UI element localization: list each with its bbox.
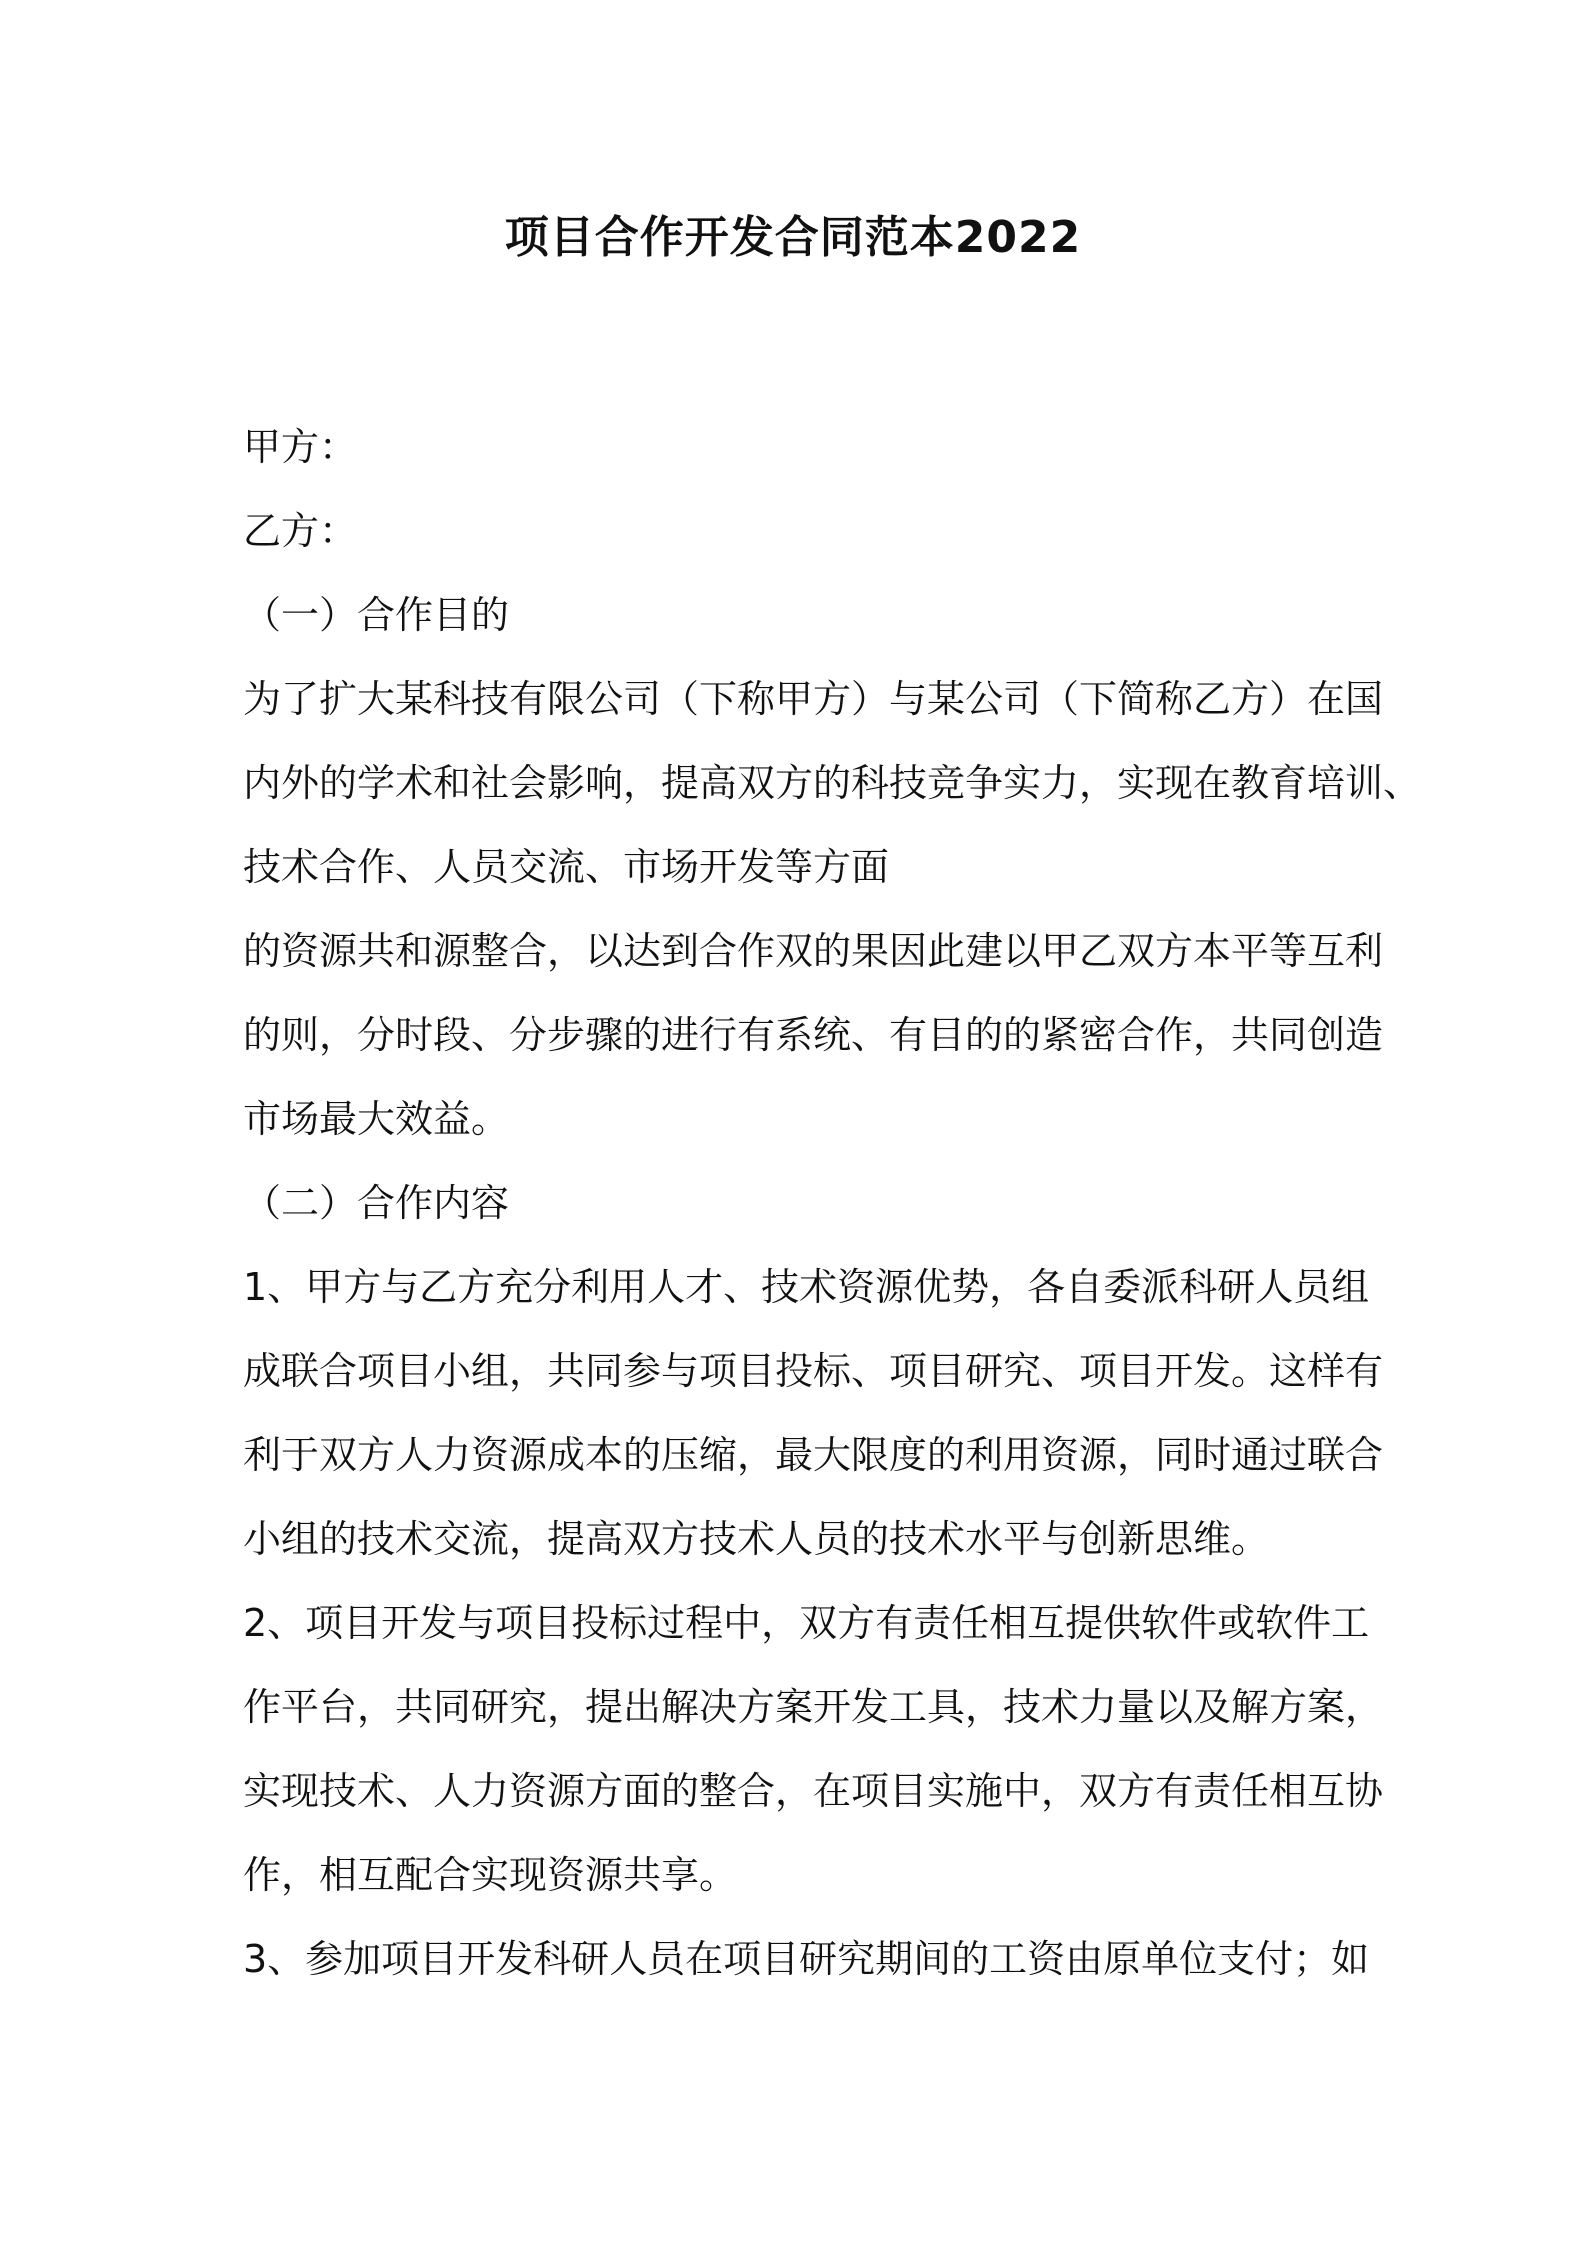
section-2-line: 实现技术、人力资源方面的整合，在项目实施中，双方有责任相互协 (243, 1769, 1384, 1813)
section-1-heading: （一）合作目的 (243, 593, 510, 637)
section-1-line: 为了扩大某科技有限公司（下称甲方）与某公司（下简称乙方）在国 (243, 677, 1384, 721)
section-1-line: 内外的学术和社会影响，提高双方的科技竞争实力，实现在教育培训、 (243, 761, 1422, 805)
section-2-line: 小组的技术交流，提高双方技术人员的技术水平与创新思维。 (243, 1517, 1270, 1561)
section-1-line: 技术合作、人员交流、市场开发等方面 (243, 845, 890, 889)
section-2-line: 作平台，共同研究，提出解决方案开发工具，技术力量以及解方案， (243, 1685, 1384, 1729)
section-2-line: 作，相互配合实现资源共享。 (243, 1853, 738, 1897)
party-b-label: 乙方： (243, 509, 358, 553)
section-1-line: 的资源共和源整合，以达到合作双的果因此建以甲乙双方本平等互利 (243, 929, 1384, 973)
section-2-line: 3、参加项目开发科研人员在项目研究期间的工资由原单位支付；如 (243, 1937, 1370, 1981)
party-a-label: 甲方： (243, 425, 358, 469)
section-2-line: 利于双方人力资源成本的压缩，最大限度的利用资源，同时通过联合 (243, 1433, 1384, 1477)
document-title: 项目合作开发合同范本2022 (504, 212, 1082, 263)
section-2-heading: （二）合作内容 (243, 1181, 510, 1225)
document-body (243, 405, 1422, 2001)
section-1-line: 市场最大效益。 (243, 1097, 510, 1141)
section-2-line: 2、项目开发与项目投标过程中，双方有责任相互提供软件或软件工 (243, 1601, 1370, 1645)
section-2-line: 成联合项目小组，共同参与项目投标、项目研究、项目开发。这样有 (243, 1349, 1384, 1393)
section-2-line: 1、甲方与乙方充分利用人才、技术资源优势，各自委派科研人员组 (243, 1265, 1370, 1309)
section-1-line: 的则，分时段、分步骤的进行有系统、有目的的紧密合作，共同创造 (243, 1013, 1384, 1057)
